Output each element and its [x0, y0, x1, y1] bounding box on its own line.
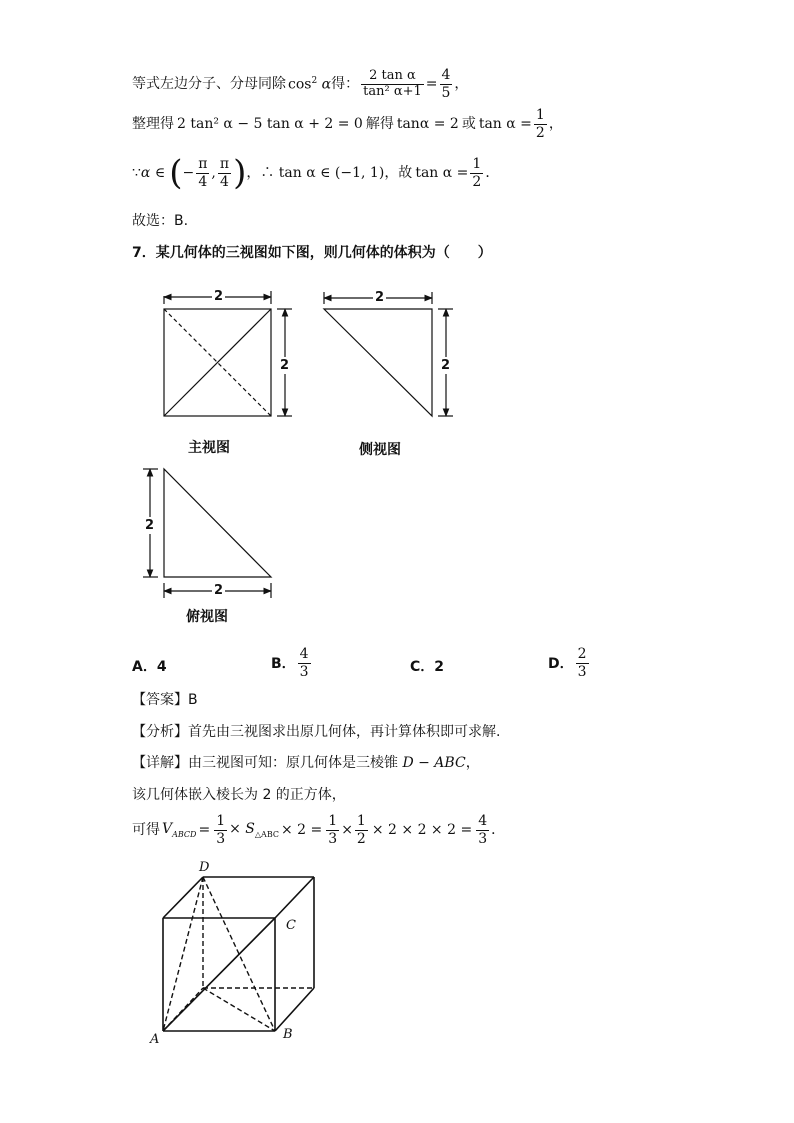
side-height-label: 2 [441, 358, 451, 373]
line2-solution-2: tan α = [478, 116, 532, 132]
analysis-text: 首先由三视图求出原几何体，再计算体积即可求解. [188, 724, 501, 740]
line2-prefix: 整理得 [132, 116, 174, 132]
volume-end: ． [491, 822, 506, 838]
front-width-label: 2 [214, 289, 224, 304]
volume-eq: = [198, 822, 211, 838]
front-height-label: 2 [280, 358, 290, 373]
answer-value: B [188, 692, 198, 708]
volume-frac-3: $\frac{1}{2}$ [356, 813, 366, 847]
volume-x2: × 2 = [280, 822, 323, 838]
embed-line: 该几何体嵌入棱长为 2 的正方体， [132, 787, 346, 803]
volume-times: × [341, 822, 353, 838]
cube-label-D: D [199, 860, 210, 875]
line1-cos: $\cos^2 \alpha$ [288, 75, 332, 93]
detail-tag: 【详解】 [132, 755, 188, 771]
detail-math: D − ABC [402, 755, 466, 771]
line2-equation: 2 tan² α − 5 tan α + 2 = 0 [177, 116, 363, 132]
front-view [164, 291, 292, 416]
line1-eq: = [425, 76, 438, 92]
option-d: D． $\frac{2}{3}$ [548, 646, 587, 680]
volume-frac-1: $\frac{1}{3}$ [216, 813, 226, 847]
cube-label-B: B [283, 1027, 293, 1042]
answer-line [132, 693, 198, 707]
line3-interval: ( − $\frac{\pi}{4}$ , $\frac{\pi}{4}$ ) [169, 153, 247, 193]
cube-label-A: A [150, 1032, 160, 1047]
top-view [143, 469, 271, 598]
side-view-label: 侧视图 [359, 442, 401, 458]
top-view-label: 俯视图 [186, 609, 228, 625]
volume-frac-4: $\frac{4}{3}$ [478, 813, 488, 847]
option-c: C．2 [410, 659, 445, 675]
previous-choice: 故选：B. [132, 213, 189, 229]
line2-mid: 解得 [365, 116, 394, 132]
line1-rhs-fraction: $\frac{4}{5}$ [441, 67, 451, 101]
volume-S: × $S_{\triangle ABC}$ [229, 820, 279, 839]
line3-fraction: $\frac{1}{2}$ [472, 156, 482, 190]
detail-end: ， [465, 755, 480, 771]
line1-prefix: 等式左边分子、分母同除 [132, 76, 286, 92]
line1-mid: 得： [331, 76, 360, 92]
cube-diagram [0, 860, 794, 1060]
analysis-tag: 【分析】 [132, 724, 188, 740]
front-view-label: 主视图 [188, 440, 230, 456]
side-view [324, 292, 453, 416]
line3-end: ． [485, 165, 500, 181]
top-width-label: 2 [214, 583, 224, 598]
line3-alpha-in: α ∈ [140, 165, 166, 181]
line2-solution-1: tanα = 2 [396, 116, 459, 132]
line3-because: ∵ [132, 165, 141, 181]
option-a: A．4 [132, 659, 167, 675]
volume-prefix: 可得 [132, 822, 160, 838]
line2-end: ， [548, 116, 563, 132]
line3-hence: ，故 [384, 165, 413, 181]
line2-or: 或 [461, 116, 476, 132]
line1-end: ， [454, 76, 469, 92]
line3-tan: tan α = [415, 165, 469, 181]
line1-fraction: $\frac{\text{2 tan α}}{\text{tan² α+1}}$ [363, 67, 422, 99]
volume-line [132, 808, 505, 852]
volume-V: $V_{ABCD}$ [162, 820, 197, 839]
answer-tag: 【答案】 [132, 692, 188, 708]
volume-frac-2: $\frac{1}{3}$ [328, 813, 338, 847]
option-b: B． $\frac{4}{3}$ [271, 646, 309, 680]
question-7: 7．某几何体的三视图如下图，则几何体的体积为（ ） [132, 245, 492, 261]
side-width-label: 2 [375, 290, 385, 305]
cube-label-C: C [286, 918, 296, 933]
line3-therefore: ，∴ tan α ∈ (−1, 1) [246, 165, 385, 181]
detail-line [132, 756, 480, 770]
line2-fraction: $\frac{1}{2}$ [535, 107, 545, 141]
analysis-line [132, 725, 500, 739]
top-height-label: 2 [145, 518, 155, 533]
detail-text: 由三视图可知：原几何体是三棱锥 [188, 755, 398, 771]
volume-tail: × 2 × 2 × 2 = [371, 822, 473, 838]
